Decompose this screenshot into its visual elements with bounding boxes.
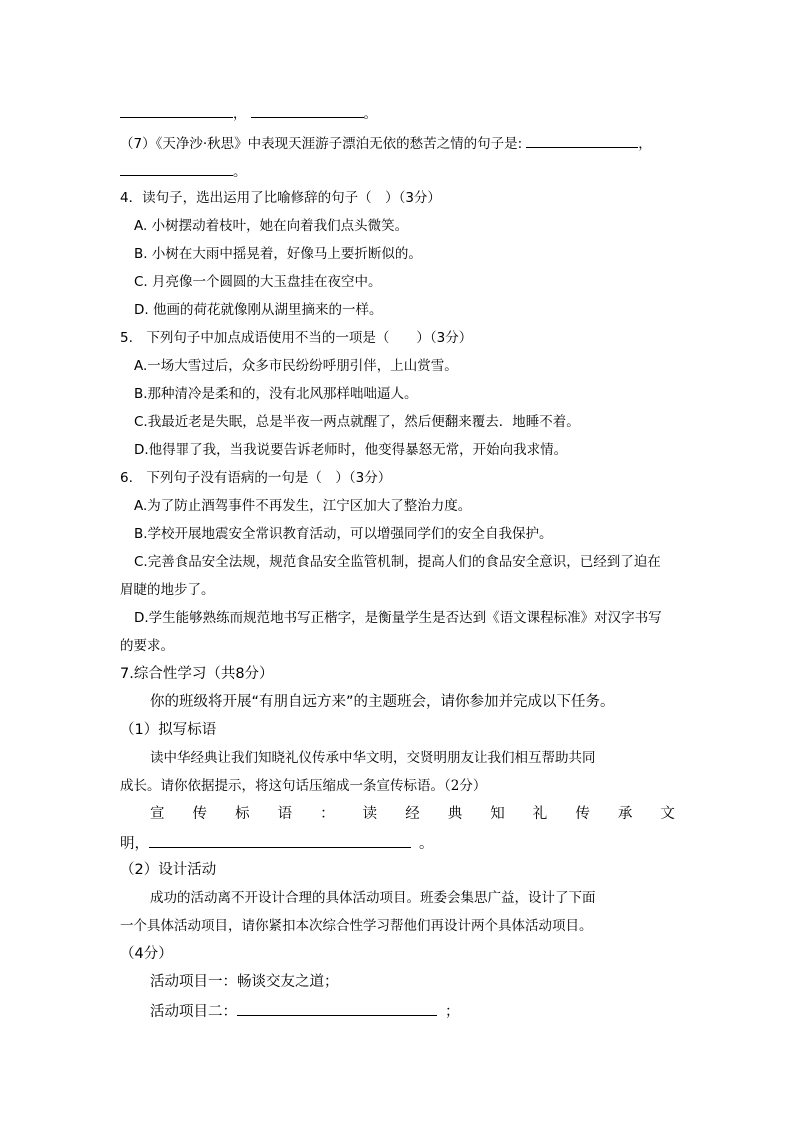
slogan-answer-blank[interactable] xyxy=(149,833,411,848)
q7-part1-prompt-cont: 成长。请你依据提示，将这句话压缩成一条宣传标语。（2分） xyxy=(120,778,487,794)
q4-stem: 4．读句子，选出运用了比喻修辞的句子（ ）（3分） xyxy=(120,190,441,206)
q7-part1-prompt: 读中华经典让我们知晓礼仪传承中华文明，交贤明朋友让我们相互帮助共同 xyxy=(150,750,596,766)
q6-option-c-cont: 眉睫的地步了。 xyxy=(120,582,215,598)
q7-part2-score: （4分） xyxy=(120,946,173,962)
answer-blank[interactable] xyxy=(526,133,638,148)
q4-option-d: D. 他画的荷花就像刚从湖里摘来的一样。 xyxy=(134,302,383,318)
q7-part2-prompt: 成功的活动离不开设计合理的具体活动项目。班委会集思广益，设计了下面 xyxy=(150,890,596,906)
answer-blank[interactable] xyxy=(251,103,364,118)
q7-intro: 你的班级将开展“有朋自远方来”的主题班会，请你参加并完成以下任务。 xyxy=(150,694,615,710)
q3-blank-line: ， 。 xyxy=(120,103,377,123)
q6-option-d-cont: 的要求。 xyxy=(120,638,174,654)
q5-option-b: B.那种清冷是柔和的，没有北风那样咄咄逼人。 xyxy=(134,386,418,402)
q5-option-c: C.我最近老是失眠，总是半夜一两点就醒了，然后便翻来覆去．地睡不着。 xyxy=(134,414,580,430)
activity-item-1: 活动项目一：畅谈交友之道； xyxy=(150,974,339,990)
q5-stem: 5. 下列句子中加点成语使用不当的一项是（ ）（3分） xyxy=(120,330,473,346)
answer-blank[interactable] xyxy=(120,161,233,176)
q7-part2-prompt-cont: 一个具体活动项目，请你紧扣本次综合性学习帮他们再设计两个具体活动项目。 xyxy=(120,918,593,934)
q7-title: 7.综合性学习（共8分） xyxy=(120,666,274,682)
q7-part2-heading: （2）设计活动 xyxy=(120,862,217,878)
activity-item-2: 活动项目二： ； xyxy=(150,1001,460,1021)
q4-option-b: B. 小树在大雨中摇晃着，好像马上要折断似的。 xyxy=(134,246,422,262)
activity-answer-blank[interactable] xyxy=(237,1001,437,1016)
q6-option-a: A.为了防止酒驾事件不再发生，江宁区加大了整治力度。 xyxy=(134,498,472,514)
q4-option-a: A. 小树摆动着枝叶，她在向着我们点头微笑。 xyxy=(134,218,409,234)
q3-item7-line2: 。 xyxy=(120,161,247,181)
q4-option-c: C. 月亮像一个圆圆的大玉盘挂在夜空中。 xyxy=(134,274,382,290)
q6-option-b: B.学校开展地震安全常识教育活动，可以增强同学们的安全自我保护。 xyxy=(134,526,553,542)
slogan-prefix: 宣 传 标 语 ： 读 经 典 知 礼 传 承 文 xyxy=(150,806,675,822)
q5-option-d: D.他得罪了我，当我说要告诉老师时，他变得暴怒无常，开始向我求情。 xyxy=(134,442,568,458)
q5-option-a: A.一场大雪过后，众多市民纷纷呼朋引伴，上山赏雪。 xyxy=(134,358,458,374)
q6-option-d: D.学生能够熟练而规范地书写正楷字，是衡量学生是否达到《语文课程标准》对汉字书写 xyxy=(134,610,662,626)
q6-option-c: C.完善食品安全法规，规范食品安全监管机制，提高人们的食品安全意识，已经到了迫在 xyxy=(134,554,661,570)
q3-item7: （7）《天净沙·秋思》中表现天涯游子漂泊无依的愁苦之情的句子是: ， xyxy=(120,133,652,153)
slogan-line2: 明， 。 xyxy=(120,833,434,853)
answer-blank[interactable] xyxy=(120,103,233,118)
q6-stem: 6. 下列句子没有语病的一句是（ ）（3分） xyxy=(120,470,392,486)
q3-item7-text: （7）《天净沙·秋思》中表现天涯游子漂泊无依的愁苦之情的句子是: xyxy=(120,136,523,152)
q7-part1-heading: （1）拟写标语 xyxy=(120,722,217,738)
